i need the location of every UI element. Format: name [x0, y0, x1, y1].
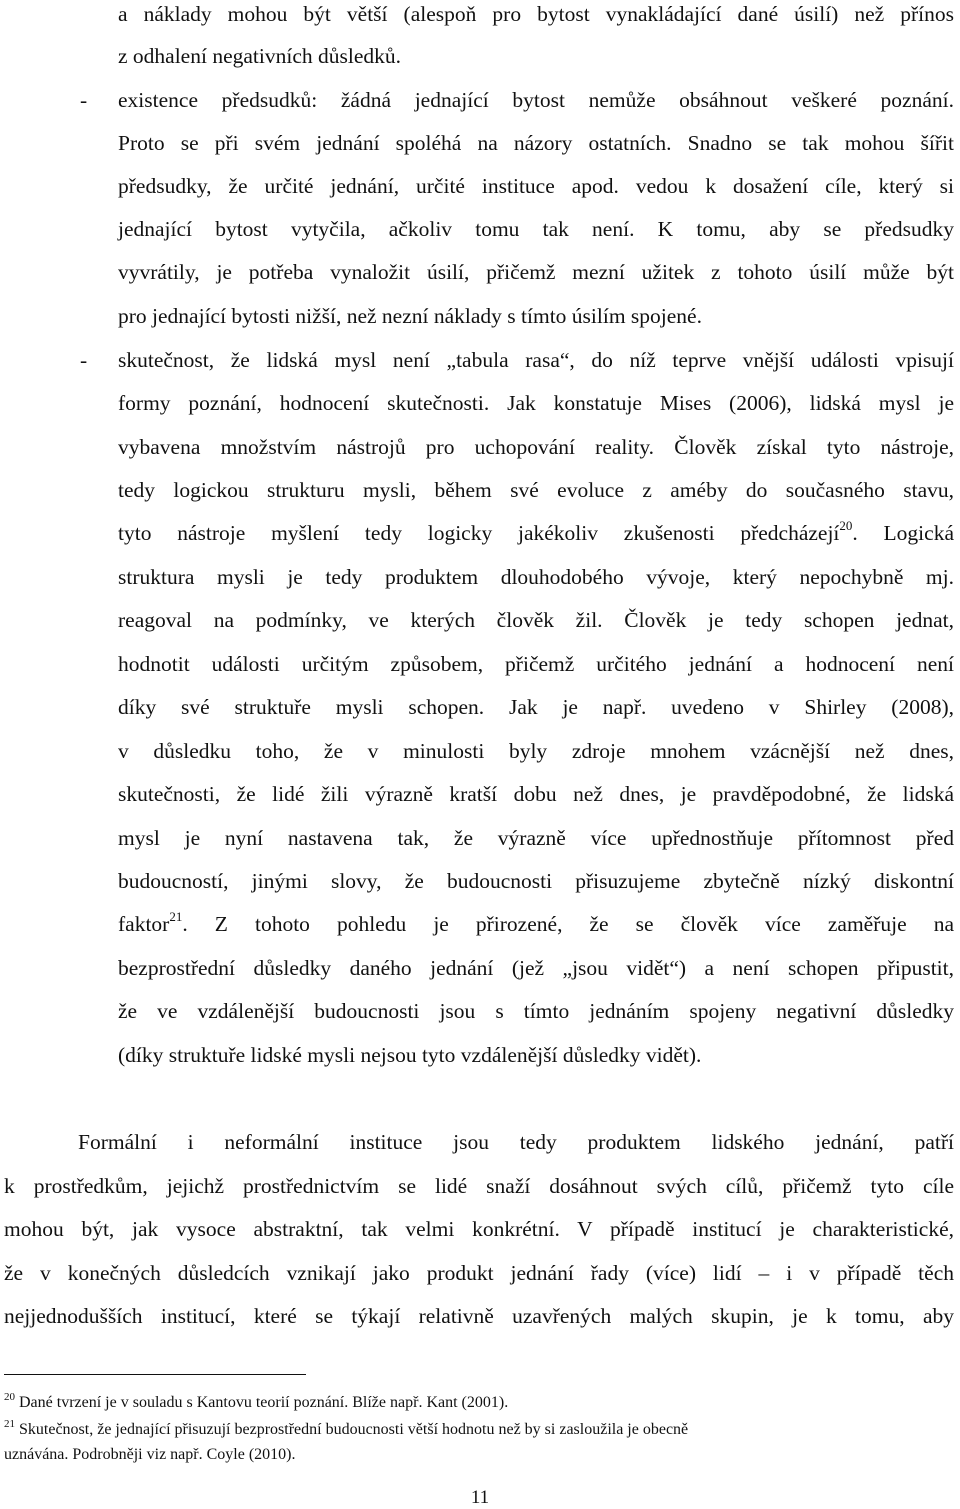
text-line: (díky struktuře lidské mysli nejsou tyto vzdálenější důsledky vidět). — [118, 1043, 702, 1067]
text-segment: . Z tohoto pohledu je přirozené, že se člověk více zaměřuje na — [182, 912, 954, 936]
text-line: v důsledku toho, že v minulosti byly zdroje mnohem vzácnější než dnes, — [118, 739, 954, 763]
text-line: skutečnost, že lidská mysl není „tabula rasa“, do níž teprve vnější události vpisují — [118, 348, 954, 372]
text-line: vybavena množstvím nástrojů pro uchopování reality. Člověk získal tyto nástroje, — [118, 435, 954, 459]
text-line-footnote-21 — [118, 910, 954, 938]
footnote-text: Skutečnost, že jednající přisuzují bezprostřední budoucnosti větší hodnotu než by si zasloužila je obecně — [19, 1421, 689, 1438]
footnote-ref-21: 21 — [169, 908, 183, 924]
text-segment: . Logická — [852, 521, 954, 545]
text-line: existence předsudků: žádná jednající bytost nemůže obsáhnout veškeré poznání. — [118, 88, 954, 112]
page-number: 11 — [470, 1487, 490, 1508]
text-segment: tyto nástroje myšlení tedy logicky jakékoliv zkušenosti předcházejí — [118, 521, 840, 545]
text-line: že ve vzdálenější budoucnosti jsou s tímto jednáním spojeny negativní důsledky — [118, 999, 954, 1023]
footnote-20 — [4, 1390, 900, 1413]
text-line-footnote-20 — [118, 519, 954, 547]
footnote-ref-20: 20 — [839, 517, 853, 533]
text-line: struktura mysli je tedy produktem dlouhodobého vývoje, který nepochybně mj. — [118, 565, 954, 589]
text-line: hodnotit události určitým způsobem, přičemž určitého jednání a hodnocení není — [118, 652, 954, 676]
footnote-21 — [4, 1417, 900, 1440]
text-line: skutečnosti, že lidé žili výrazně kratší dobu než dnes, je pravděpodobné, že lidská — [118, 782, 954, 806]
text-line: tedy logickou strukturu mysli, během své evoluce z améby do současného stavu, — [118, 478, 954, 502]
footnote-number: 20 — [4, 1390, 15, 1403]
paragraph-line: mohou být, jak vysoce abstraktní, tak velmi konkrétní. V případě institucí je charakteristické, — [4, 1217, 954, 1241]
text-line: pro jednající bytosti nižší, než nezní náklady s tímto úsilím spojené. — [118, 304, 702, 328]
list-dash: - — [80, 348, 88, 372]
text-segment: faktor — [118, 912, 170, 936]
footnote-text: Dané tvrzení je v souladu s Kantovu teorií poznání. Blíže např. Kant (2001). — [19, 1394, 509, 1411]
paragraph-line: nejjednodušších institucí, které se týkají relativně uzavřených malých skupin, je k tomu, aby — [4, 1304, 954, 1328]
paragraph-line: Formální i neformální instituce jsou tedy produktem lidského jednání, patří — [78, 1130, 954, 1154]
text-line: předsudky, že určité jednání, určité instituce apod. vedou k dosažení cíle, který si — [118, 174, 954, 198]
text-line: díky své struktuře mysli schopen. Jak je např. uvedeno v Shirley (2008), — [118, 695, 954, 719]
paragraph-line: že v konečných důsledcích vznikají jako produkt jednání řady (více) lidí – i v případě těch — [4, 1261, 954, 1285]
text-line: bezprostřední důsledky daného jednání (jež „jsou vidět“) a není schopen připustit, — [118, 956, 954, 980]
paragraph-line: k prostředkům, jejichž prostřednictvím se lidé snaží dosáhnout svých cílů, přičemž tyto cíle — [4, 1174, 954, 1198]
text-line: mysl je nyní nastavena tak, že výrazně více upřednostňuje přítomnost před — [118, 826, 954, 850]
text-line: reagoval na podmínky, ve kterých člověk žil. Člověk je tedy schopen jednat, — [118, 608, 954, 632]
footnote-separator — [4, 1374, 306, 1375]
text-line: formy poznání, hodnocení skutečnosti. Jak konstatuje Mises (2006), lidská mysl je — [118, 391, 954, 415]
text-line: z odhalení negativních důsledků. — [118, 44, 402, 68]
footnote-21-continued: uznávána. Podrobněji viz např. Coyle (2010). — [4, 1446, 296, 1463]
text-line: budoucností, jinými slovy, že budoucnosti přisuzujeme zbytečně nízký diskontní — [118, 869, 954, 893]
list-dash: - — [80, 88, 88, 112]
text-line: jednající bytost vytyčila, ačkoliv tomu tak není. K tomu, aby se předsudky — [118, 217, 954, 241]
text-line: Proto se při svém jednání spoléhá na názory ostatních. Snadno se tak mohou šířit — [118, 131, 954, 155]
text-line: vyvrátily, je potřeba vynaložit úsilí, přičemž mezní užitek z tohoto úsilí může být — [118, 260, 954, 284]
text-line: a náklady mohou být větší (alespoň pro bytost vynakládající dané úsilí) než přínos — [118, 2, 954, 26]
footnote-number: 21 — [4, 1417, 15, 1430]
